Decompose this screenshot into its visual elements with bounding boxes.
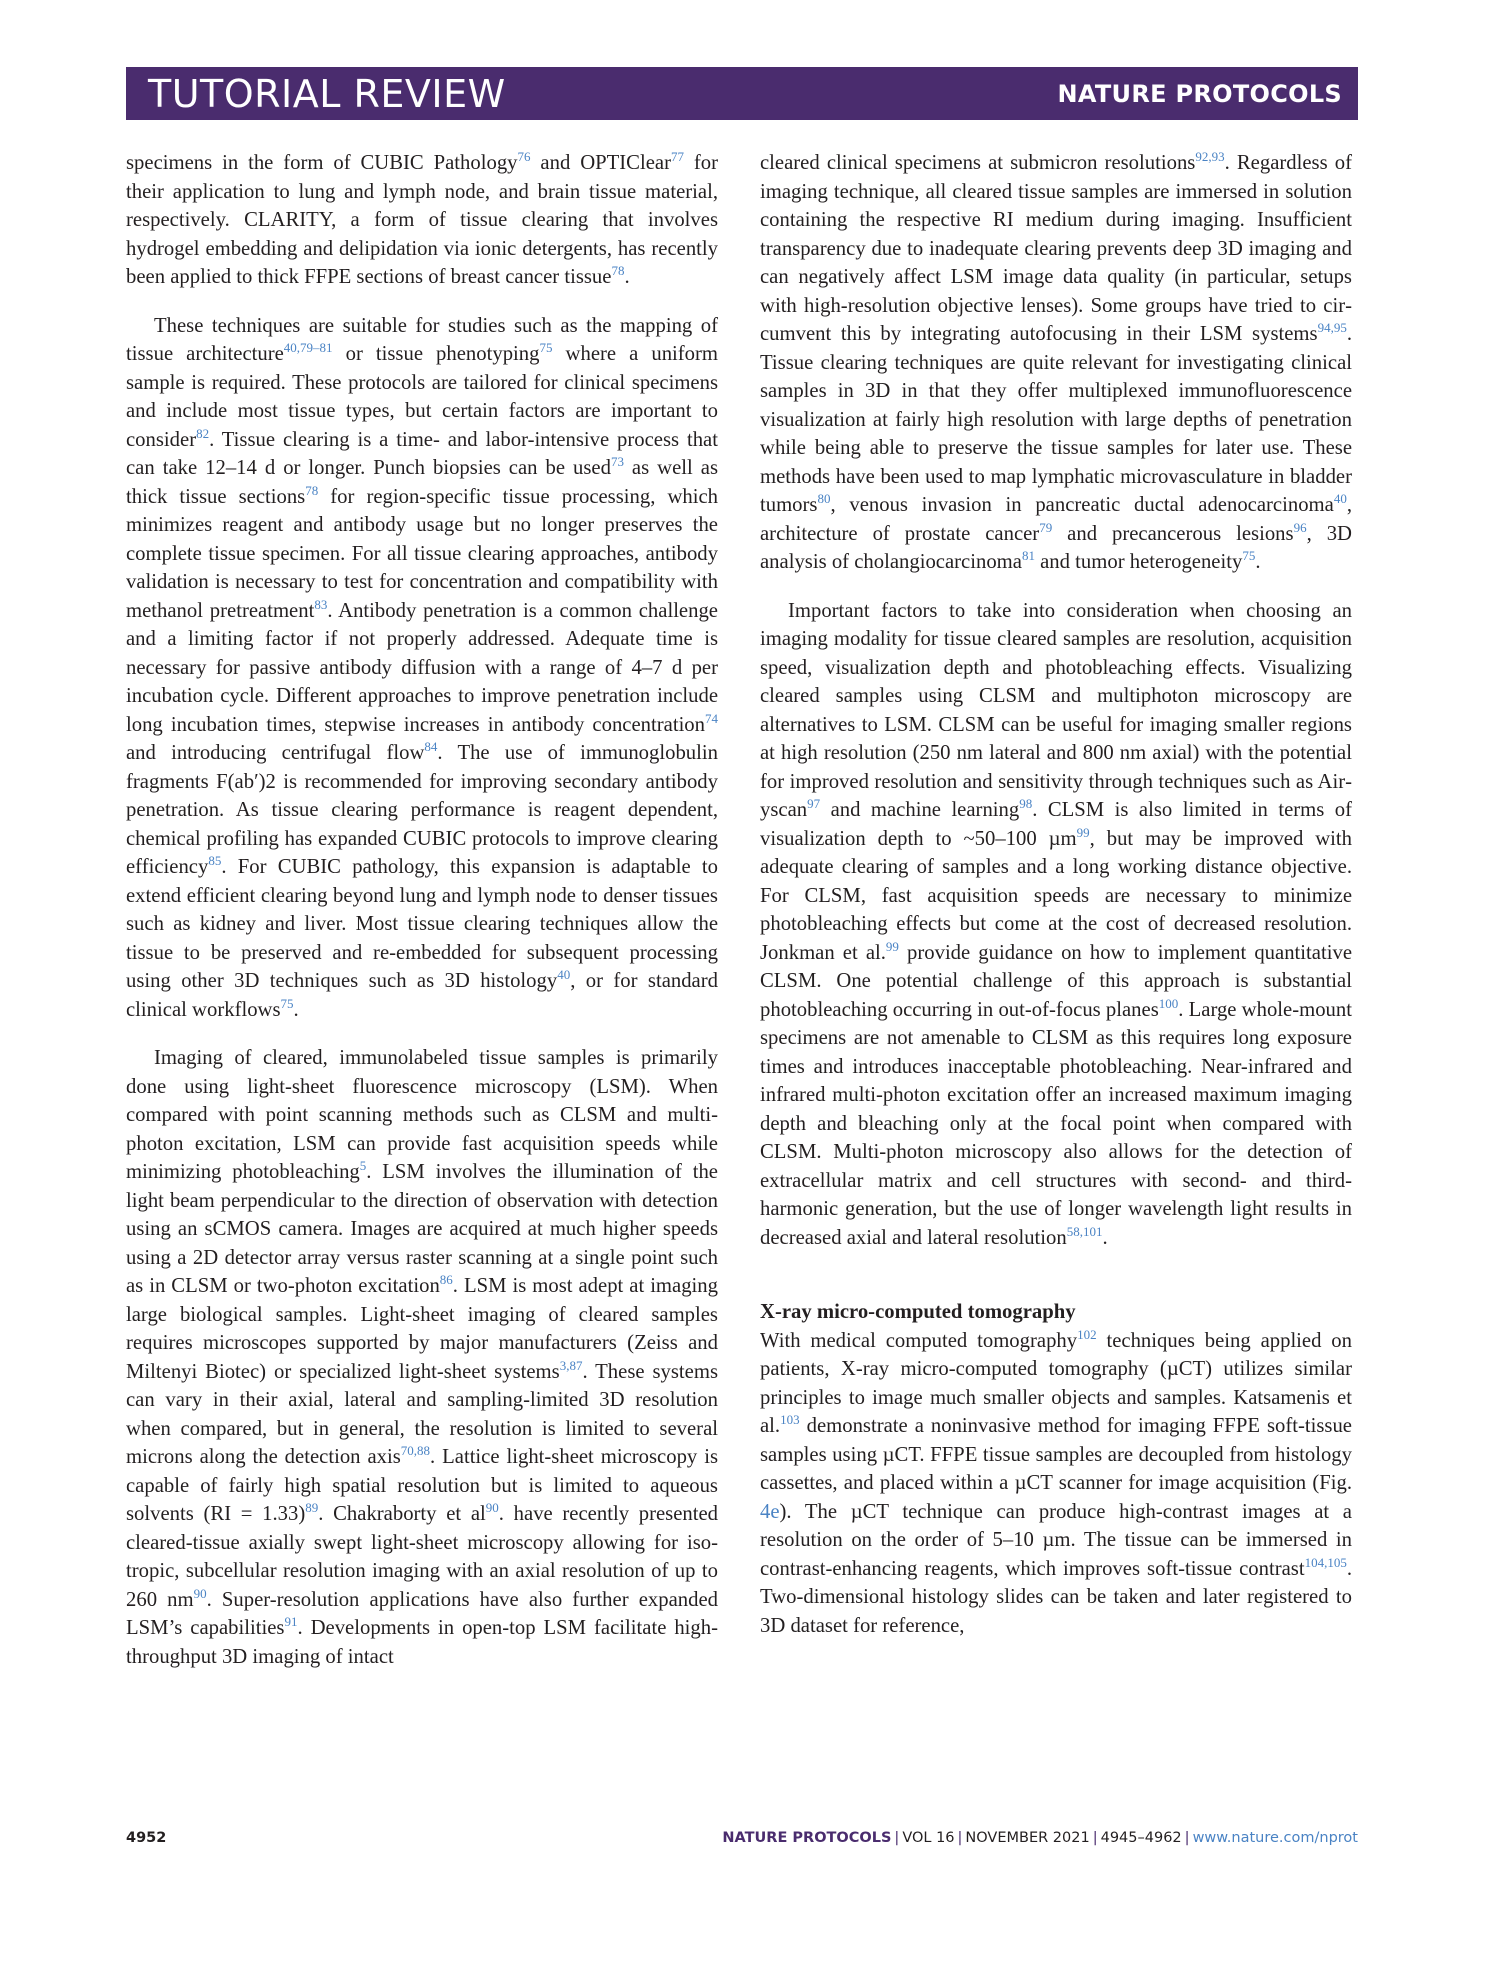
text-run: .: [1255, 551, 1261, 573]
text-run: ). The µCT technique can produce high-contrast images at a resolution on the order of 5–10 µm. The tissue can be immersed in contrast-enhancing reagents, which improves soft-tissue contrast: [760, 1500, 1352, 1580]
text-run: .: [624, 266, 630, 288]
text-run: . These systems can vary in their axial, lateral and sampling-limited 3D resolution when compared, but in general, the resolution is limited to several microns along the detection axis: [126, 1360, 718, 1468]
citation-ref[interactable]: 82: [196, 425, 210, 441]
citation-ref[interactable]: 3,87: [559, 1357, 583, 1373]
citation-ref[interactable]: 99: [1076, 824, 1090, 840]
text-run: . Regardless of imaging technique, all cleared tissue samples are immersed in solution containing the respective RI medium during imaging. Insufficient transparency due to inadequate clearing prevents deep 3D imaging and can negatively affect LSM image data quality (in particular, setups with high-resolution objective lenses). Some groups have tried to circumvent this by integrating autofocusing in their LSM systems: [760, 152, 1352, 345]
text-run: and OPTIClear: [530, 152, 671, 174]
text-run: , or for standard clinical workflows: [126, 970, 718, 1021]
citation-ref[interactable]: 76: [517, 149, 531, 164]
footer-pages: 4945–4962: [1100, 1830, 1182, 1846]
text-run: . Tissue clearing techniques are quite relevant for investigating clinical samples in 3D in that they offer multiplexed immunofluorescence visualization at fairly high resolution with large depths of penetration while being able to preserve the tissue samples for later use. These methods have been used to map lymphatic microvasculature in bladder tumors: [760, 323, 1352, 516]
citation-ref[interactable]: 58,101: [1066, 1223, 1103, 1239]
paragraph: [126, 149, 718, 292]
citation-ref[interactable]: 81: [1021, 548, 1035, 563]
text-run: . Chakraborty et al: [318, 1503, 486, 1525]
text-run: and tumor heterogeneity: [1034, 551, 1243, 573]
paragraph: [760, 1327, 1352, 1641]
citation-ref[interactable]: 5: [359, 1158, 367, 1173]
text-run: cleared clinical specimens at submicron resolutions: [760, 152, 1196, 174]
citation-ref[interactable]: 104,105: [1304, 1554, 1347, 1570]
citation-ref[interactable]: 75: [1242, 548, 1256, 563]
text-run: and introducing centrifugal flow: [126, 742, 425, 764]
citation-ref[interactable]: 40: [1333, 491, 1347, 506]
citation-ref[interactable]: 84: [424, 739, 438, 754]
citation-ref[interactable]: 94,95: [1317, 320, 1347, 335]
text-run: . For CUBIC pathology, this expansion is adaptable to extend efficient clearing beyond lung and lymph node to denser tissues such as kidney and liver. Most tissue clearing techniques allow the tissue to be preserved and re-embedded for subsequent processing using other 3D techniques such as 3D histology: [126, 856, 718, 992]
section-heading: X-ray micro-computed tomography: [760, 1301, 1076, 1323]
journal-url-link[interactable]: www.nature.com/nprot: [1192, 1830, 1358, 1846]
citation-ref[interactable]: 90: [485, 1500, 499, 1515]
citation-ref[interactable]: 80: [817, 491, 831, 506]
paragraph: [760, 149, 1352, 577]
citation-ref[interactable]: 83: [314, 596, 328, 612]
text-run: . Developments in open-top LSM facilitate high-throughput 3D imaging of intact: [126, 1617, 718, 1668]
text-run: for region-specific tissue processing, which minimizes reagent and antibody usage but no longer preserves the complete tissue specimen. For all tissue clearing approaches, antibody validation is necessary to test for concentration and compatibility with methanol pretreatment: [126, 485, 718, 622]
journal-citation: NATURE PROTOCOLS | VOL 16 | NOVEMBER 2021 | 4945–4962 | www.nature.com/nprot: [722, 1830, 1358, 1846]
text-run: demonstrate a noninvasive method for imaging FFPE soft-tissue samples using µCT. FFPE tissue samples are decoupled from histology cassettes, and placed within a µCT scanner for image acquisition (Fig.: [760, 1415, 1352, 1494]
citation-ref[interactable]: 79: [1039, 519, 1053, 535]
text-run: . CLSM is also limited in terms of visualization depth to ~50–100 µm: [760, 799, 1352, 850]
citation-ref[interactable]: 77: [670, 149, 684, 164]
paragraph: [760, 597, 1352, 1253]
citation-ref[interactable]: 90: [193, 1585, 207, 1601]
citation-ref[interactable]: 99: [885, 938, 899, 954]
text-run: , 3D analysis of cholangiocarcinoma: [760, 522, 1352, 573]
citation-ref[interactable]: 102: [1077, 1326, 1097, 1342]
citation-ref[interactable]: 70,88: [400, 1443, 431, 1458]
page-footer: [126, 1830, 1358, 1854]
journal-name: NATURE PROTOCOLS: [1057, 79, 1342, 108]
text-run: .: [1102, 1226, 1108, 1249]
footer-journal: NATURE PROTOCOLS: [722, 1830, 892, 1846]
paragraph: [126, 312, 718, 1025]
citation-ref[interactable]: 92,93: [1195, 149, 1225, 164]
citation-ref[interactable]: 98: [1019, 796, 1033, 811]
citation-ref[interactable]: 100: [1158, 995, 1179, 1011]
citation-ref[interactable]: 85: [208, 853, 222, 868]
citation-ref[interactable]: 78: [305, 482, 319, 498]
section-label: TUTORIAL REVIEW: [148, 71, 506, 116]
citation-ref[interactable]: 40,79–81: [283, 340, 333, 355]
text-run: .: [293, 998, 299, 1021]
citation-ref[interactable]: 74: [705, 710, 718, 726]
citation-ref[interactable]: 40: [557, 967, 571, 982]
citation-ref[interactable]: 103: [780, 1412, 800, 1427]
text-run: Imaging of cleared, immunolabeled tissue samples is primarily done using light-sheet fluorescence microscopy (LSM). When compared with point scanning methods such as CLSM and multi-photon excitation, LSM can provide fast acquisition speeds while minimizing photobleaching: [126, 1047, 718, 1183]
text-run: for their application to lung and lymph node, and brain tissue material, respectively. CLARITY, a form of tissue clearing that involves hydrogel embedding and delipidation via ionic detergents, has recently been applied to thick FFPE sections of breast cancer tissue: [126, 152, 719, 288]
text-run: . Tissue clearing is a time- and labor-intensive process that can take 12–14 d or longer. Punch biopsies can be used: [126, 428, 718, 479]
text-run: . Lattice light-sheet microscopy is capable of fairly high spatial resolution but is limited to aqueous solvents (RI = 1.33): [126, 1446, 718, 1525]
text-run: . LSM is most adept at imaging large biological samples. Light-sheet imaging of cleared samples requires microscopes supported by major manufacturers (Zeiss and Miltenyi Biotec) or specialized light-sheet systems: [126, 1275, 718, 1383]
text-run: . Large whole-mount specimens are not amenable to CLSM as this requires long exposure times and introduces inacceptable photobleaching. Near-infrared and infrared multi-photon excitation offer an increased maximum imaging depth and bleaching only at the focal point when compared with CLSM. Multi-photon microscopy also allows for the detection of extracellular matrix and cell structures with second- and third-harmonic generation, but the use of longer wavelength light results in decreased axial and lateral resolution: [760, 998, 1352, 1249]
citation-ref[interactable]: 89: [305, 1500, 319, 1515]
text-run: . Two-dimensional histology slides can be taken and later registered to 3D dataset for reference,: [760, 1557, 1352, 1637]
text-run: specimens in the form of CUBIC Pathology: [126, 152, 518, 174]
text-run: . Antibody penetration is a common challenge and a limiting factor if not properly addressed. Adequate time is necessary for passive antibody diffusion with a range of 4–7 d per incubation cycle. Different approaches to improve penetration include long incubation times, stepwise increases in antibody concentration: [126, 599, 718, 736]
text-run: techniques being applied on patients, X-ray micro-computed tomography (µCT) utilizes similar principles to image much smaller objects and samples. Katsamenis et al.: [760, 1329, 1352, 1437]
text-run: . Super-resolution applications have also further expanded LSM’s capabilities: [126, 1588, 718, 1639]
text-run: . LSM involves the illumination of the light beam perpendicular to the direction of observation with detection using an sCMOS camera. Images are acquired at much higher speeds using a 2D detector array versus raster scanning at a single point such as in CLSM or two-photon excitation: [126, 1161, 718, 1297]
text-run: , but may be improved with adequate clearing of samples and a long working distance objective. For CLSM, fast acquisition speeds are necessary to minimize photobleaching effects but come at the cost of decreased resolution. Jonkman et al.: [760, 827, 1352, 964]
citation-ref[interactable]: 78: [611, 263, 625, 278]
page-number: 4952: [126, 1830, 167, 1846]
text-run: With medical computed tomography: [760, 1329, 1078, 1352]
figure-link[interactable]: 4e: [760, 1500, 780, 1523]
text-run: . The use of immunoglobulin fragments F(ab′)2 is recommended for improving secondary antibody penetration. As tissue clearing performance is reagent dependent, chemical profiling has expanded CUBIC protocols to improve clearing efficiency: [126, 742, 718, 878]
citation-ref[interactable]: 97: [807, 796, 821, 811]
text-run: provide guidance on how to implement quantitative CLSM. One potential challenge of this approach is substantial photobleaching occurring in out-of-focus planes: [760, 941, 1352, 1021]
text-run: , architecture of prostate cancer: [760, 494, 1352, 545]
text-run: as well as thick tissue sections: [126, 457, 718, 508]
citation-ref[interactable]: 91: [284, 1614, 298, 1629]
citation-ref[interactable]: 75: [539, 340, 553, 355]
text-run: . have recently presented cleared-tissue axially swept light-sheet microscopy allowing for isotropic, subcellular resolution imaging with an axial resolution of up to 260 nm: [126, 1503, 718, 1611]
text-run: where a uniform sample is required. These protocols are tailored for clinical specimens and include most tissue types, but certain factors are important to consider: [126, 343, 718, 451]
right-column: [760, 149, 1352, 1640]
footer-date: NOVEMBER 2021: [965, 1830, 1090, 1846]
left-column: [126, 149, 718, 1671]
footer-volume: VOL 16: [902, 1830, 955, 1846]
text-run: or tissue phenotyping: [332, 343, 540, 365]
citation-ref[interactable]: 86: [439, 1272, 453, 1287]
text-run: and precancerous lesions: [1052, 522, 1294, 545]
citation-ref[interactable]: 96: [1293, 519, 1307, 535]
paragraph: [126, 1044, 718, 1671]
citation-ref[interactable]: 75: [280, 995, 294, 1011]
text-run: These techniques are suitable for studies such as the mapping of tissue architecture: [126, 314, 718, 365]
text-run: and machine learning: [820, 799, 1020, 821]
citation-ref[interactable]: 73: [610, 454, 624, 469]
header-banner: [126, 67, 1358, 120]
text-run: , venous invasion in pancreatic ductal adenocarcinoma: [830, 494, 1334, 516]
text-run: Important factors to take into consideration when choosing an imaging modality for tissue cleared samples are resolution, acquisition speed, visualization depth and photobleaching effects. Visualizing cleared samples using CLSM and multiphoton microscopy are alternatives to LSM. CLSM can be useful for imaging smaller regions at high resolution (250 nm lateral and 800 nm axial) with the potential for improved resolution and sensitivity through techniques such as Airyscan: [760, 599, 1352, 821]
